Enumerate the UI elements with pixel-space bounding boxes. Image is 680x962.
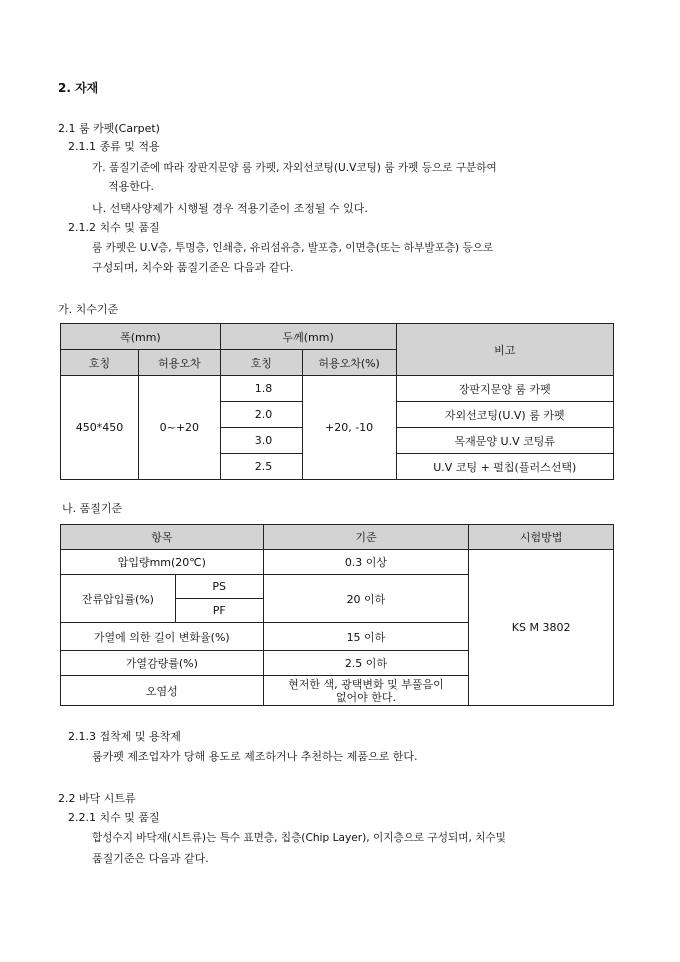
thickness-cell: 1.8 (220, 376, 302, 402)
remark-cell: 목재문양 U.V 코팅류 (396, 428, 614, 454)
header-nominal-width: 호칭 (61, 350, 139, 376)
std-indentation: 0.3 이상 (263, 550, 469, 575)
thickness-tolerance-cell: +20, -10 (302, 376, 396, 480)
std-staining-line2: 없어야 한다. (335, 690, 396, 704)
width-nominal-cell: 450*450 (61, 376, 139, 480)
heading-2-1: 2.1 룸 카펫(Carpet) (58, 122, 160, 135)
item-heat-length-change: 가열에 의한 길이 변화율(%) (61, 623, 264, 651)
std-staining (263, 676, 469, 706)
header-thickness: 두께(mm) (220, 324, 396, 350)
heading-2-2-1: 2.2.1 치수 및 품질 (68, 811, 160, 824)
remark-cell: 자외선코팅(U.V) 룸 카펫 (396, 402, 614, 428)
item-b: 나. 선택사양제가 시행될 경우 적용기준이 조정될 수 있다. (92, 202, 368, 215)
item-residual-indentation: 잔류압입률(%) (61, 575, 176, 623)
header-tolerance-thickness: 허용오차(%) (302, 350, 396, 376)
heading-2-1-1: 2.1.1 종류 및 적용 (68, 140, 160, 153)
item-heat-loss: 가열감량률(%) (61, 651, 264, 676)
header-tolerance-width: 허용오차 (138, 350, 220, 376)
heading-2-2: 2.2 바닥 시트류 (58, 792, 136, 805)
thickness-cell: 2.0 (220, 402, 302, 428)
dim-title: 가. 치수기준 (58, 303, 119, 316)
para-2-2-1-line1: 합성수지 바닥재(시트류)는 특수 표면층, 칩층(Chip Layer), 이지층으로 구성되며, 치수및 (92, 832, 506, 844)
header-remark: 비고 (396, 324, 614, 376)
residual-pf: PF (175, 599, 263, 623)
std-residual: 20 이하 (263, 575, 469, 623)
std-staining-line1: 현저한 색, 광택변화 및 부풀음이 (288, 677, 444, 691)
para-2-1-2-line2: 구성되며, 치수와 품질기준은 다음과 같다. (92, 261, 294, 274)
std-heat-loss: 2.5 이하 (263, 651, 469, 676)
residual-ps: PS (175, 575, 263, 599)
para-2-1-2-line1: 룸 카펫은 U.V층, 투명층, 인쇄층, 유리섬유층, 발포층, 이면층(또는 하부발포층) 등으로 (92, 242, 494, 254)
quality-table (60, 524, 614, 706)
header-nominal-thickness: 호칭 (220, 350, 302, 376)
header-test-method: 시험방법 (469, 525, 614, 550)
item-indentation: 압입량mm(20℃) (61, 550, 264, 575)
item-a-line2: 적용한다. (108, 180, 155, 193)
dimension-table (60, 323, 614, 480)
heading-2-1-3: 2.1.3 접착제 및 용착제 (68, 730, 181, 743)
remark-cell: 장판지문양 룸 카펫 (396, 376, 614, 402)
header-item: 항목 (61, 525, 264, 550)
item-a-line1: 가. 품질기준에 따라 장판지문양 룸 카펫, 자외선코팅(U.V코팅) 룸 카펫 등으로 구분하여 (92, 162, 497, 174)
qual-title: 나. 품질기준 (62, 502, 123, 515)
heading-2-1-2: 2.1.2 치수 및 품질 (68, 221, 160, 234)
item-staining: 오염성 (61, 676, 264, 706)
para-2-1-3: 룸카펫 제조업자가 당해 용도로 제조하거나 추천하는 제품으로 한다. (92, 750, 418, 763)
std-heat-length-change: 15 이하 (263, 623, 469, 651)
para-2-2-1-line2: 품질기준은 다음과 같다. (92, 852, 209, 865)
thickness-cell: 2.5 (220, 454, 302, 480)
header-width: 폭(mm) (61, 324, 221, 350)
header-standard: 기준 (263, 525, 469, 550)
thickness-cell: 3.0 (220, 428, 302, 454)
section-title: 2. 자재 (58, 81, 99, 95)
width-tolerance-cell: 0~+20 (138, 376, 220, 480)
remark-cell: U.V 코팅 + 펄칩(플러스선택) (396, 454, 614, 480)
test-method-cell: KS M 3802 (469, 550, 614, 706)
